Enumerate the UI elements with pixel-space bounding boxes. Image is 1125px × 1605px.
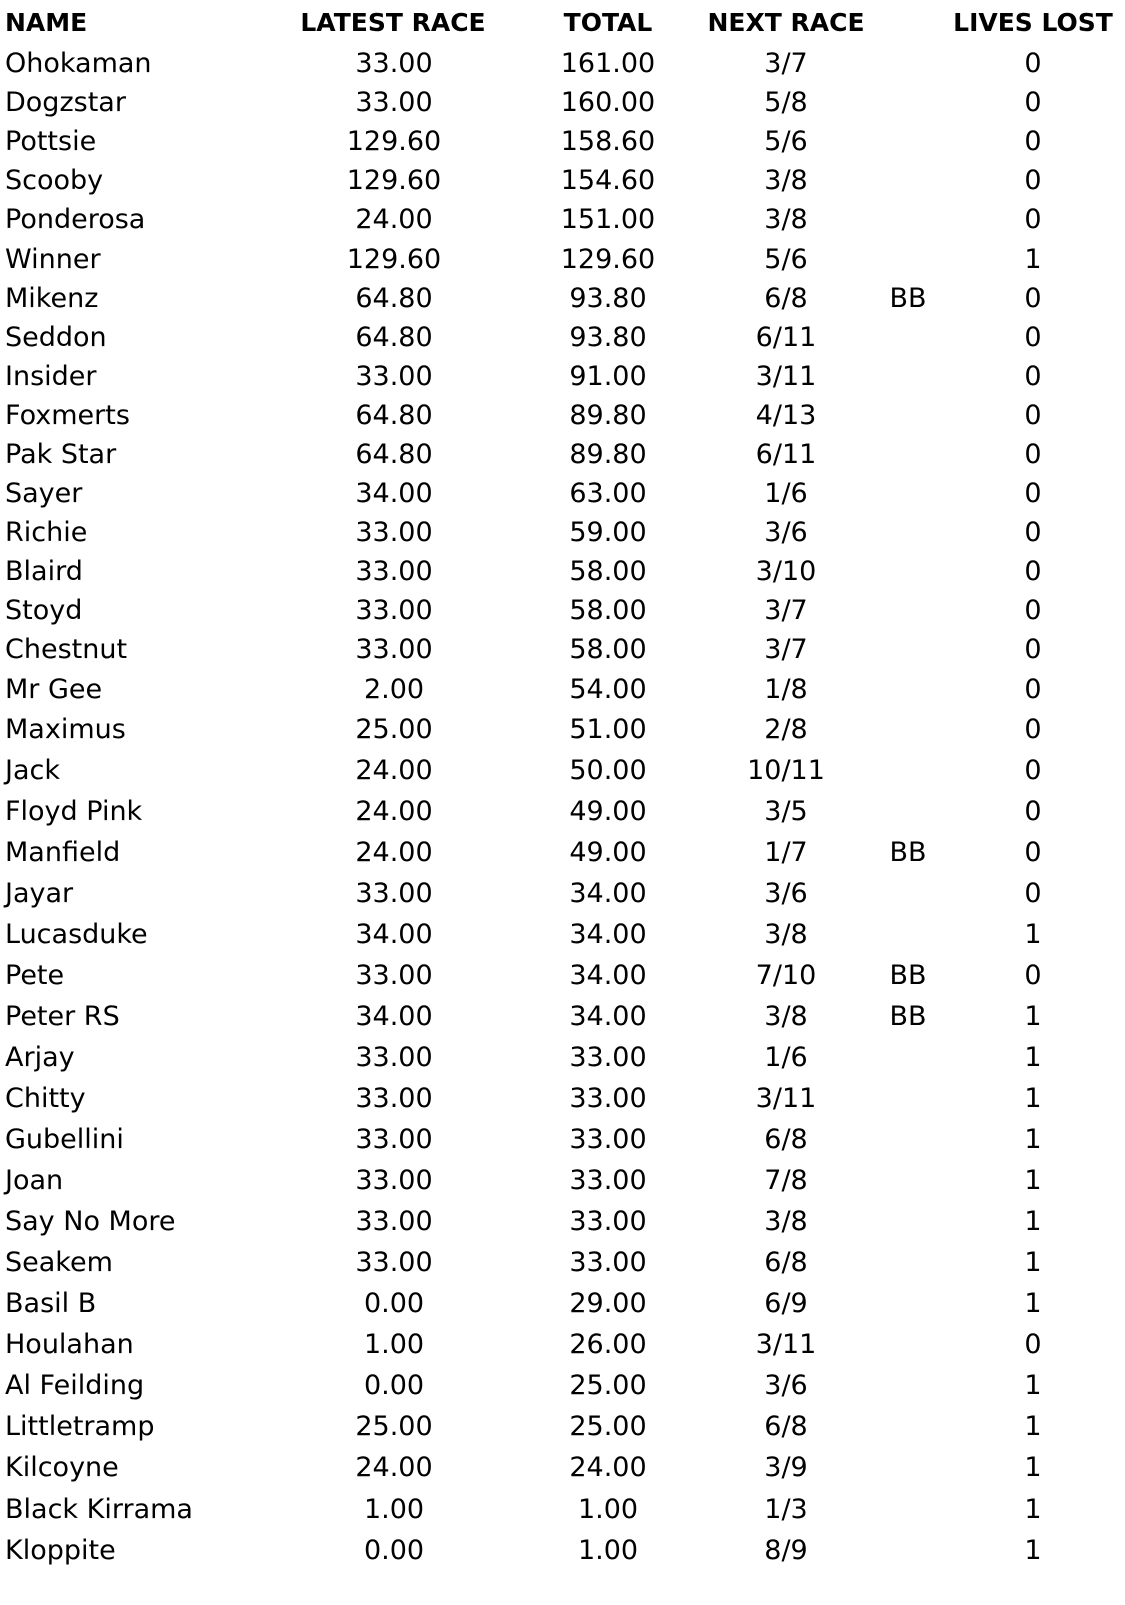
row-total: 154.60 (560, 165, 656, 197)
header-latest-race: LATEST RACE (300, 7, 486, 37)
row-name: Richie (5, 517, 88, 549)
row-lives-lost: 0 (1024, 87, 1042, 119)
row-next-race: 2/8 (764, 713, 808, 745)
row-name: Al Feilding (5, 1370, 145, 1402)
row-name: Pak Star (5, 438, 117, 470)
row-name: Seakem (5, 1247, 113, 1279)
row-next-race: 8/9 (764, 1534, 808, 1566)
row-tag (868, 396, 948, 435)
row-lives-lost: 1 (1024, 1411, 1042, 1443)
table-row (0, 1447, 1125, 1488)
row-lives-lost: 1 (1024, 1165, 1042, 1197)
row-total: 1.00 (577, 1534, 639, 1566)
table-body (0, 44, 1125, 1571)
row-total: 151.00 (560, 204, 656, 236)
row-tag (868, 435, 948, 474)
row-latest-race: 24.00 (355, 754, 433, 786)
row-lives-lost: 1 (1024, 918, 1042, 950)
row-next-race: 1/3 (764, 1493, 808, 1525)
row-latest-race: 33.00 (355, 1206, 433, 1238)
row-tag (868, 1078, 948, 1119)
row-next-race: 1/6 (764, 478, 808, 510)
table-row (0, 1283, 1125, 1324)
header-row (0, 0, 1125, 44)
row-name: Maximus (5, 713, 126, 745)
table-row (0, 1119, 1125, 1160)
row-tag (868, 122, 948, 161)
row-latest-race: 25.00 (355, 713, 433, 745)
row-total: 93.80 (569, 282, 647, 314)
row-next-race: 3/8 (764, 165, 808, 197)
row-name: Manfield (5, 836, 121, 868)
row-latest-race: 33.00 (355, 360, 433, 392)
row-next-race: 3/7 (764, 595, 808, 627)
row-tag (868, 200, 948, 239)
row-total: 34.00 (569, 959, 647, 991)
row-latest-race: 33.00 (355, 1247, 433, 1279)
row-next-race: 3/5 (764, 795, 808, 827)
row-lives-lost: 0 (1024, 556, 1042, 588)
table-row (0, 1488, 1125, 1529)
row-latest-race: 1.00 (363, 1493, 425, 1525)
row-next-race: 3/6 (764, 1370, 808, 1402)
row-latest-race: 33.00 (355, 556, 433, 588)
table-row (0, 1365, 1125, 1406)
row-lives-lost: 0 (1024, 48, 1042, 80)
row-next-race: 4/13 (755, 399, 817, 431)
row-name: Blaird (5, 556, 83, 588)
table-row (0, 474, 1125, 513)
table-row (0, 239, 1125, 278)
row-next-race: 3/11 (755, 1083, 817, 1115)
row-name: Foxmerts (5, 399, 130, 431)
row-tag (868, 1324, 948, 1365)
row-total: 34.00 (569, 918, 647, 950)
table-row (0, 630, 1125, 669)
table-row (0, 83, 1125, 122)
row-name: Ponderosa (5, 204, 146, 236)
row-total: 29.00 (569, 1288, 647, 1320)
row-lives-lost: 1 (1024, 1288, 1042, 1320)
row-latest-race: 129.60 (346, 243, 442, 275)
row-tag (868, 750, 948, 791)
row-name: Black Kirrama (5, 1493, 193, 1525)
row-name: Ohokaman (5, 48, 152, 80)
row-name: Dogzstar (5, 87, 126, 119)
row-name: Arjay (5, 1041, 75, 1073)
row-tag (868, 670, 948, 709)
table-row (0, 1324, 1125, 1365)
row-name: Seddon (5, 321, 107, 353)
row-next-race: 3/7 (764, 634, 808, 666)
row-tag (868, 1242, 948, 1283)
row-tag (868, 1488, 948, 1529)
header-next-race: NEXT RACE (707, 7, 865, 37)
row-next-race: 3/11 (755, 1329, 817, 1361)
row-tag (868, 873, 948, 914)
row-latest-race: 1.00 (363, 1329, 425, 1361)
row-name: Lucasduke (5, 918, 148, 950)
row-name: Gubellini (5, 1124, 124, 1156)
row-total: 33.00 (569, 1083, 647, 1115)
row-latest-race: 64.80 (355, 321, 433, 353)
table-row (0, 435, 1125, 474)
row-name: Jack (5, 754, 60, 786)
row-tag: BB (889, 1000, 927, 1032)
row-total: 160.00 (560, 87, 656, 119)
row-tag (868, 1530, 948, 1571)
row-lives-lost: 1 (1024, 243, 1042, 275)
row-latest-race: 64.80 (355, 438, 433, 470)
row-tag (868, 1037, 948, 1078)
row-lives-lost: 1 (1024, 1041, 1042, 1073)
header-name: NAME (5, 7, 88, 37)
row-total: 89.80 (569, 399, 647, 431)
row-latest-race: 33.00 (355, 1165, 433, 1197)
row-name: Insider (5, 360, 97, 392)
row-total: 54.00 (569, 673, 647, 705)
row-total: 33.00 (569, 1247, 647, 1279)
row-total: 26.00 (569, 1329, 647, 1361)
row-name: Littletramp (5, 1411, 155, 1443)
table-row (0, 670, 1125, 709)
row-name: Stoyd (5, 595, 83, 627)
row-name: Say No More (5, 1206, 176, 1238)
row-tag (868, 513, 948, 552)
table-row (0, 1160, 1125, 1201)
row-next-race: 6/8 (764, 1124, 808, 1156)
row-latest-race: 0.00 (363, 1534, 425, 1566)
row-name: Pottsie (5, 126, 97, 158)
row-lives-lost: 1 (1024, 1452, 1042, 1484)
row-total: 33.00 (569, 1124, 647, 1156)
row-lives-lost: 0 (1024, 754, 1042, 786)
row-tag (868, 1283, 948, 1324)
row-latest-race: 33.00 (355, 1041, 433, 1073)
row-name: Scooby (5, 165, 104, 197)
row-latest-race: 33.00 (355, 877, 433, 909)
row-lives-lost: 0 (1024, 399, 1042, 431)
table-row (0, 318, 1125, 357)
row-next-race: 3/8 (764, 918, 808, 950)
row-lives-lost: 1 (1024, 1206, 1042, 1238)
row-latest-race: 33.00 (355, 595, 433, 627)
row-tag (868, 552, 948, 591)
row-name: Kilcoyne (5, 1452, 119, 1484)
row-latest-race: 64.80 (355, 399, 433, 431)
row-tag (868, 1406, 948, 1447)
table-row (0, 591, 1125, 630)
row-lives-lost: 1 (1024, 1370, 1042, 1402)
row-lives-lost: 0 (1024, 282, 1042, 314)
row-lives-lost: 0 (1024, 165, 1042, 197)
row-next-race: 3/9 (764, 1452, 808, 1484)
header-total: TOTAL (563, 7, 653, 37)
row-total: 33.00 (569, 1206, 647, 1238)
row-latest-race: 24.00 (355, 204, 433, 236)
row-total: 58.00 (569, 595, 647, 627)
row-tag: BB (889, 959, 927, 991)
table-row (0, 873, 1125, 914)
row-next-race: 3/11 (755, 360, 817, 392)
table-row (0, 552, 1125, 591)
table-row (0, 709, 1125, 750)
row-lives-lost: 0 (1024, 517, 1042, 549)
row-latest-race: 33.00 (355, 634, 433, 666)
row-name: Sayer (5, 478, 83, 510)
row-tag (868, 1201, 948, 1242)
row-latest-race: 0.00 (363, 1370, 425, 1402)
row-lives-lost: 0 (1024, 959, 1042, 991)
row-latest-race: 129.60 (346, 165, 442, 197)
row-lives-lost: 1 (1024, 1124, 1042, 1156)
row-total: 33.00 (569, 1041, 647, 1073)
row-lives-lost: 0 (1024, 126, 1042, 158)
row-latest-race: 34.00 (355, 478, 433, 510)
row-tag (868, 1365, 948, 1406)
row-tag (868, 914, 948, 955)
table-row (0, 200, 1125, 239)
row-tag: BB (889, 282, 927, 314)
row-total: 89.80 (569, 438, 647, 470)
row-total: 49.00 (569, 795, 647, 827)
row-total: 51.00 (569, 713, 647, 745)
row-tag (868, 1160, 948, 1201)
table-row (0, 1201, 1125, 1242)
row-next-race: 7/10 (755, 959, 817, 991)
row-lives-lost: 1 (1024, 1493, 1042, 1525)
row-next-race: 6/8 (764, 282, 808, 314)
table-row (0, 791, 1125, 832)
row-next-race: 3/6 (764, 877, 808, 909)
row-lives-lost: 0 (1024, 673, 1042, 705)
row-lives-lost: 0 (1024, 877, 1042, 909)
row-tag (868, 161, 948, 200)
row-lives-lost: 0 (1024, 634, 1042, 666)
row-next-race: 3/6 (764, 517, 808, 549)
row-lives-lost: 1 (1024, 1534, 1042, 1566)
row-tag (868, 44, 948, 83)
table-row (0, 122, 1125, 161)
row-name: Jayar (5, 877, 74, 909)
row-tag (868, 591, 948, 630)
row-latest-race: 34.00 (355, 1000, 433, 1032)
table-row (0, 1078, 1125, 1119)
row-latest-race: 33.00 (355, 959, 433, 991)
table-row (0, 279, 1125, 318)
row-total: 58.00 (569, 556, 647, 588)
header-lives-lost: LIVES LOST (953, 7, 1113, 37)
row-next-race: 1/8 (764, 673, 808, 705)
row-latest-race: 34.00 (355, 918, 433, 950)
row-name: Basil B (5, 1288, 97, 1320)
row-lives-lost: 0 (1024, 204, 1042, 236)
row-next-race: 6/11 (755, 438, 817, 470)
row-name: Chitty (5, 1083, 86, 1115)
row-lives-lost: 1 (1024, 1083, 1042, 1115)
table-row (0, 1530, 1125, 1571)
row-lives-lost: 0 (1024, 1329, 1042, 1361)
table-row (0, 44, 1125, 83)
row-lives-lost: 0 (1024, 795, 1042, 827)
row-next-race: 5/6 (764, 126, 808, 158)
row-name: Winner (5, 243, 101, 275)
row-tag (868, 791, 948, 832)
row-tag (868, 1119, 948, 1160)
row-next-race: 6/8 (764, 1247, 808, 1279)
row-name: Peter RS (5, 1000, 120, 1032)
row-next-race: 10/11 (747, 754, 825, 786)
row-next-race: 5/6 (764, 243, 808, 275)
row-lives-lost: 1 (1024, 1000, 1042, 1032)
row-next-race: 7/8 (764, 1165, 808, 1197)
row-lives-lost: 0 (1024, 713, 1042, 745)
table-row (0, 161, 1125, 200)
row-name: Joan (5, 1165, 64, 1197)
row-lives-lost: 0 (1024, 595, 1042, 627)
row-next-race: 6/9 (764, 1288, 808, 1320)
row-latest-race: 24.00 (355, 836, 433, 868)
row-tag (868, 474, 948, 513)
row-next-race: 5/8 (764, 87, 808, 119)
row-tag: BB (889, 836, 927, 868)
row-lives-lost: 0 (1024, 478, 1042, 510)
table-row (0, 396, 1125, 435)
row-latest-race: 25.00 (355, 1411, 433, 1443)
row-latest-race: 33.00 (355, 1083, 433, 1115)
row-next-race: 3/8 (764, 204, 808, 236)
table-row (0, 1037, 1125, 1078)
row-name: Mikenz (5, 282, 99, 314)
row-next-race: 3/10 (755, 556, 817, 588)
row-total: 33.00 (569, 1165, 647, 1197)
row-lives-lost: 0 (1024, 360, 1042, 392)
row-total: 25.00 (569, 1411, 647, 1443)
table-row (0, 750, 1125, 791)
row-tag (868, 630, 948, 669)
row-total: 24.00 (569, 1452, 647, 1484)
row-total: 91.00 (569, 360, 647, 392)
row-name: Floyd Pink (5, 795, 143, 827)
row-next-race: 3/7 (764, 48, 808, 80)
row-lives-lost: 0 (1024, 321, 1042, 353)
row-latest-race: 129.60 (346, 126, 442, 158)
row-total: 93.80 (569, 321, 647, 353)
row-lives-lost: 1 (1024, 1247, 1042, 1279)
row-total: 49.00 (569, 836, 647, 868)
row-total: 34.00 (569, 1000, 647, 1032)
row-total: 58.00 (569, 634, 647, 666)
row-name: Kloppite (5, 1534, 116, 1566)
row-name: Houlahan (5, 1329, 134, 1361)
row-tag (868, 357, 948, 396)
row-tag (868, 239, 948, 278)
row-latest-race: 64.80 (355, 282, 433, 314)
row-total: 129.60 (560, 243, 656, 275)
table-row (0, 513, 1125, 552)
row-latest-race: 33.00 (355, 517, 433, 549)
row-latest-race: 24.00 (355, 795, 433, 827)
row-lives-lost: 0 (1024, 836, 1042, 868)
row-latest-race: 33.00 (355, 48, 433, 80)
row-next-race: 1/7 (764, 836, 808, 868)
row-total: 1.00 (577, 1493, 639, 1525)
row-next-race: 6/8 (764, 1411, 808, 1443)
table-row (0, 955, 1125, 996)
row-total: 59.00 (569, 517, 647, 549)
row-latest-race: 33.00 (355, 1124, 433, 1156)
row-tag (868, 709, 948, 750)
table-row (0, 357, 1125, 396)
row-latest-race: 2.00 (363, 673, 425, 705)
row-total: 158.60 (560, 126, 656, 158)
row-next-race: 6/11 (755, 321, 817, 353)
row-total: 25.00 (569, 1370, 647, 1402)
table-row (0, 1406, 1125, 1447)
row-total: 161.00 (560, 48, 656, 80)
row-name: Mr Gee (5, 673, 103, 705)
row-latest-race: 33.00 (355, 87, 433, 119)
table-row (0, 832, 1125, 873)
table-row (0, 996, 1125, 1037)
row-next-race: 3/8 (764, 1000, 808, 1032)
row-latest-race: 0.00 (363, 1288, 425, 1320)
row-total: 63.00 (569, 478, 647, 510)
row-total: 50.00 (569, 754, 647, 786)
row-tag (868, 83, 948, 122)
row-tag (868, 1447, 948, 1488)
row-total: 34.00 (569, 877, 647, 909)
row-next-race: 3/8 (764, 1206, 808, 1238)
row-name: Chestnut (5, 634, 128, 666)
table-row (0, 1242, 1125, 1283)
row-lives-lost: 0 (1024, 438, 1042, 470)
table-row (0, 914, 1125, 955)
row-latest-race: 24.00 (355, 1452, 433, 1484)
row-tag (868, 318, 948, 357)
row-next-race: 1/6 (764, 1041, 808, 1073)
row-name: Pete (5, 959, 65, 991)
